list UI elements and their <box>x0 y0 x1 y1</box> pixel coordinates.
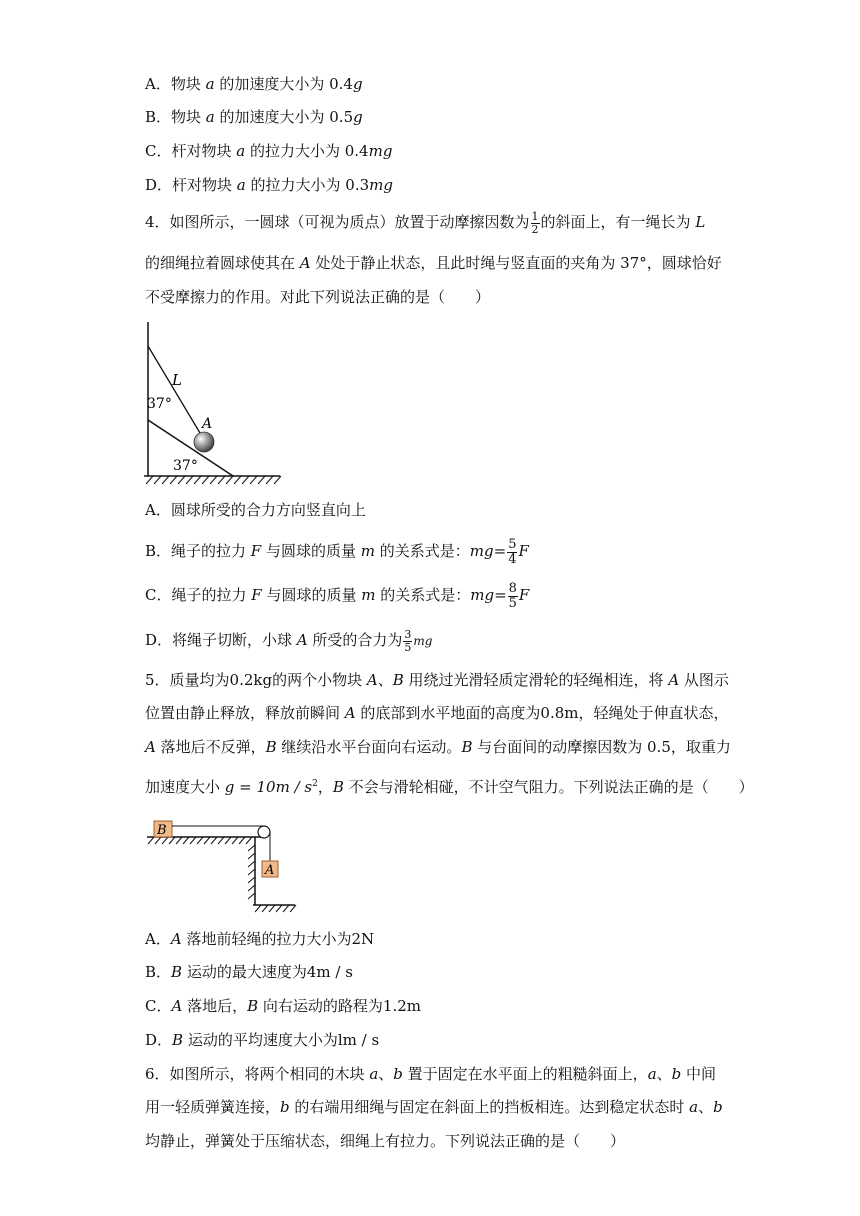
q4-figure-incline <box>140 318 290 488</box>
denominator: 5 <box>508 595 517 611</box>
text: 用一轻质弹簧连接， <box>145 1098 281 1116</box>
var-a: a <box>205 75 215 93</box>
value-g: g = 10m / s <box>224 778 313 796</box>
text: 的细绳拉着圆球使其在 <box>145 254 300 272</box>
var-a: a <box>205 108 215 126</box>
q4-option-b <box>145 536 529 567</box>
text: 的拉力大小为 0.4 <box>245 142 369 160</box>
label-B: B <box>157 823 167 838</box>
text: 落地后， <box>182 997 248 1015</box>
text: 中间 <box>681 1065 717 1083</box>
q3-option-b <box>145 107 363 127</box>
text: ， <box>317 778 333 796</box>
side-hatching <box>248 845 255 899</box>
var-A: A <box>170 930 182 948</box>
text: 的关系式是： <box>375 542 470 560</box>
text: B．绳子的拉力 <box>145 542 251 560</box>
pulley <box>258 826 270 838</box>
text: B． <box>145 963 172 981</box>
numerator: 1 <box>531 209 539 223</box>
text: 的右端用细绳与固定在斜面上的挡板相连。达到稳定状态时 <box>289 1098 690 1116</box>
ground-hatching <box>146 476 281 484</box>
fraction <box>403 629 412 654</box>
var-B: B <box>392 671 404 689</box>
numerator: 5 <box>508 536 517 552</box>
text: 继续沿水平台面向右运动。 <box>276 738 462 756</box>
text: 所受的合力为 <box>307 631 403 649</box>
fraction <box>531 211 540 236</box>
text: 的底部到水平地面的高度为 <box>355 704 541 722</box>
q5-option-c <box>145 996 421 1016</box>
q3-option-d <box>145 175 393 195</box>
value: 2N <box>351 930 375 948</box>
text: 6．如图所示，将两个相同的木块 <box>145 1065 370 1083</box>
var-b: b <box>280 1098 290 1116</box>
q5-option-a <box>145 929 374 949</box>
var-F: F <box>518 542 529 560</box>
text: 运动的平均速度大小为 <box>183 1031 338 1049</box>
text: B．物块 <box>145 108 206 126</box>
var-g: g <box>352 75 363 93</box>
var-A: A <box>344 704 356 722</box>
q5-stem-line1 <box>145 670 729 690</box>
var-a: a <box>236 142 246 160</box>
var-mg: mg <box>470 586 495 604</box>
text: 落地后不反弹， <box>155 738 266 756</box>
var-A: A <box>145 738 156 756</box>
denominator: 5 <box>404 640 412 654</box>
superscript: 2 <box>312 779 318 789</box>
text: A．物块 <box>145 75 206 93</box>
var-F: F <box>518 586 530 604</box>
q5-stem-line2 <box>145 703 729 723</box>
var-L: L <box>695 213 706 231</box>
text: 处处于静止状态，且此时绳与竖直面的夹角为 37°，圆球恰好 <box>310 254 722 272</box>
text: 用绕过光滑轻质定滑轮的轻绳相连，将 <box>403 671 669 689</box>
var-B: B <box>265 738 277 756</box>
text: 的加速度大小为 0.5 <box>214 108 354 126</box>
ball <box>194 432 214 452</box>
var-B: B <box>332 778 344 796</box>
var-B: B <box>171 963 183 981</box>
value: 4m / s <box>306 963 353 981</box>
text: 与圆球的质量 <box>261 542 361 560</box>
table-hatching <box>148 837 252 844</box>
q4-option-a: A．圆球所受的合力方向竖直向上 <box>145 501 366 519</box>
value-mass: 0.2kg <box>229 671 273 689</box>
q4-option-d <box>145 626 432 655</box>
text: D．杆对物块 <box>145 176 237 194</box>
var-A: A <box>299 254 311 272</box>
var-a: a <box>236 176 246 194</box>
denominator: 4 <box>508 551 517 567</box>
var-b: b <box>713 1098 723 1116</box>
var-F: F <box>251 586 262 604</box>
q4-stem-line1 <box>145 208 705 236</box>
text: 、 <box>377 671 393 689</box>
label-angle-bottom: 37° <box>173 458 198 474</box>
text: 的拉力大小为 0.3 <box>245 176 370 194</box>
label-angle-top: 37° <box>147 396 172 412</box>
q6-stem-line3: 均静止，弹簧处于压缩状态，细绳上有拉力。下列说法正确的是（ ） <box>145 1132 626 1150</box>
text: D．将绳子切断，小球 <box>145 631 297 649</box>
text: 的加速度大小为 0.4 <box>214 75 353 93</box>
var-A: A <box>366 671 378 689</box>
var-mg: mg <box>368 142 393 160</box>
text: 向右运动的路程为 <box>258 997 383 1015</box>
var-a: a <box>689 1098 699 1116</box>
text: 加速度大小 <box>145 778 225 796</box>
q5-stem-line4 <box>145 774 754 797</box>
var-A: A <box>296 631 308 649</box>
label-A: A <box>202 416 213 432</box>
equals: = <box>493 542 507 560</box>
text: C．绳子的拉力 <box>145 586 252 604</box>
var-F: F <box>250 542 262 560</box>
value: lm / s <box>337 1031 380 1049</box>
text: C．杆对物块 <box>145 142 237 160</box>
text: 与圆球的质量 <box>261 586 362 604</box>
text: 的斜面上，有一绳长为 <box>540 213 696 231</box>
text: 、 <box>656 1065 672 1083</box>
var-b: b <box>671 1065 682 1083</box>
text: 、 <box>698 1098 714 1116</box>
q4-stem-line3: 不受摩擦力的作用。对此下列说法正确的是（ ） <box>145 288 491 306</box>
text: 的两个小物块 <box>272 671 367 689</box>
text: 与台面间的动摩擦因数为 0.5，取重力 <box>472 738 731 756</box>
text: 置于固定在水平面上的粗糙斜面上， <box>402 1065 648 1083</box>
var-b: b <box>393 1065 403 1083</box>
var-B: B <box>172 1031 184 1049</box>
q4-option-c <box>145 580 529 611</box>
text: 不会与滑轮相碰，不计空气阻力。下列说法正确的是（ ） <box>343 778 754 796</box>
text: A． <box>145 930 171 948</box>
text: C． <box>145 997 172 1015</box>
q5-option-d <box>145 1030 379 1050</box>
text: 位置由静止释放，释放前瞬间 <box>145 704 345 722</box>
text: 落地前轻绳的拉力大小为 <box>181 930 352 948</box>
fraction <box>508 582 518 611</box>
fraction <box>507 538 517 567</box>
var-mg: mg <box>469 542 494 560</box>
q3-option-a <box>145 74 363 94</box>
text: ，轻绳处于伸直状态， <box>578 704 729 722</box>
text: 从图示 <box>679 671 729 689</box>
var-A: A <box>171 997 183 1015</box>
q5-stem-line3 <box>145 737 731 757</box>
var-a: a <box>647 1065 657 1083</box>
numerator: 8 <box>508 580 517 596</box>
label-A: A <box>265 863 275 878</box>
var-B: B <box>461 738 473 756</box>
equals: = <box>494 586 507 604</box>
var-A: A <box>668 671 680 689</box>
q3-option-c <box>145 141 392 161</box>
value-height: 0.8m <box>540 704 579 722</box>
q5-option-b <box>145 962 353 982</box>
var-g: g <box>353 108 363 126</box>
text: 5．质量均为 <box>145 671 230 689</box>
var-m: m <box>361 586 376 604</box>
var-mg: mg <box>413 634 433 648</box>
denominator: 2 <box>531 222 539 236</box>
q6-stem-line1 <box>145 1064 716 1084</box>
var-m: m <box>360 542 375 560</box>
numerator: 3 <box>404 627 412 641</box>
text: 、 <box>378 1065 394 1083</box>
var-a: a <box>369 1065 379 1083</box>
text: 运动的最大速度为 <box>182 963 307 981</box>
ground-hatching <box>255 905 296 912</box>
text: 的关系式是： <box>375 586 471 604</box>
value: 1.2m <box>382 997 422 1015</box>
text: D． <box>145 1031 173 1049</box>
label-L: L <box>172 371 182 389</box>
q6-stem-line2 <box>145 1097 723 1117</box>
q4-stem-line2 <box>145 253 722 273</box>
q5-figure-pulley <box>145 815 305 915</box>
var-mg: mg <box>369 176 393 194</box>
rope <box>148 346 200 433</box>
text: 4．如图所示，一圆球（可视为质点）放置于动摩擦因数为 <box>145 213 530 231</box>
var-B: B <box>247 997 259 1015</box>
